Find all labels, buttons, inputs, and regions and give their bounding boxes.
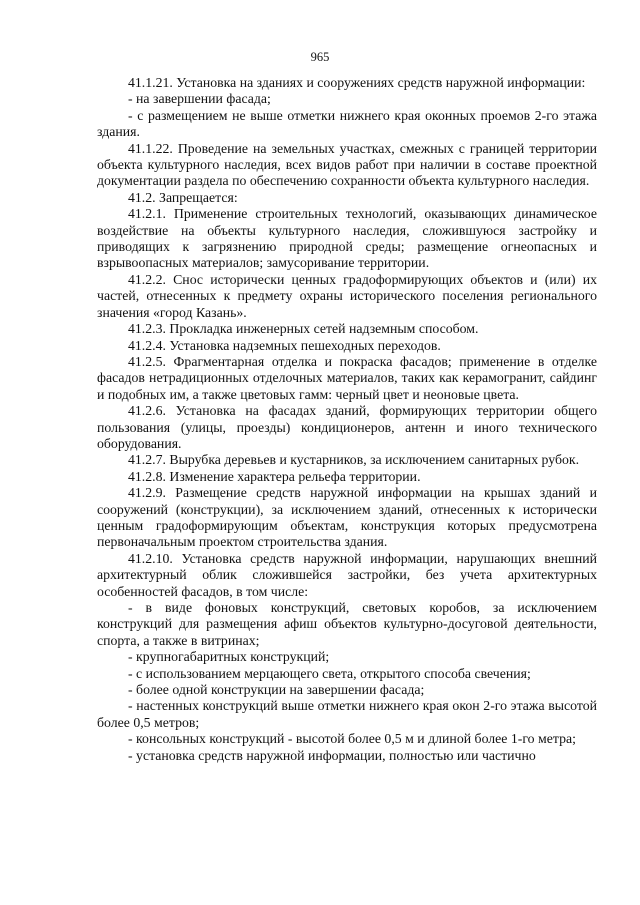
list-item-flickering-light: - с использованием мерцающего света, открытого способа свечения; bbox=[128, 665, 531, 681]
list-item-installation-partial: - установка средств наружной информации, полностью или частично bbox=[128, 747, 536, 763]
page-number: 965 bbox=[310, 50, 330, 64]
paragraph-41-2-2: 41.2.2. Снос исторически ценных градоформирующих объектов и (или) их частей, отнесенных к предмету охраны исторического поселения регионального значения «город Казань». bbox=[97, 271, 597, 320]
paragraph-41-1-22: 41.1.22. Проведение на земельных участках, смежных с границей территории объекта культурного наследия, всех видов работ при наличии в составе проектной документации раздела по обеспечению сохранности объекта культурного наследия. bbox=[97, 140, 597, 189]
paragraph-41-2-3: 41.2.3. Прокладка инженерных сетей надземным способом. bbox=[128, 321, 479, 337]
paragraph-41-2-1: 41.2.1. Применение строительных технологий, оказывающих динамическое воздействие на объекты культурного наследия, сложившуюся застройку и приводящих к загрязнению природной среды; размещение огнеопасных и взрывоопасных материалов; замусоривание территории. bbox=[97, 206, 597, 271]
document-body bbox=[97, 75, 597, 764]
paragraph-41-2-6: 41.2.6. Установка на фасадах зданий, формирующих территории общего пользования (улицы, проезды) кондиционеров, антенн и иного технического оборудования. bbox=[97, 403, 597, 451]
list-item-facade-top: - на завершении фасада; bbox=[128, 91, 271, 107]
paragraph-41-2-8: 41.2.8. Изменение характера рельефа территории. bbox=[128, 468, 421, 484]
paragraph-41-2-5: 41.2.5. Фрагментарная отделка и покраска фасадов; применение в отделке фасадов нетрадиционных отделочных материалов, таких как керамогранит, сайдинг и подобных им, а также цветовых гамм: черный цвет и неоновые цвета. bbox=[97, 353, 597, 402]
paragraph-41-2-7: 41.2.7. Вырубка деревьев и кустарников, за исключением санитарных рубок. bbox=[128, 452, 580, 468]
paragraph-41-2-10: 41.2.10. Установка средств наружной информации, нарушающих внешний архитектурный облик сложившейся застройки, без учета архитектурных особенностей фасадов, в том числе: bbox=[97, 550, 597, 599]
paragraph-41-1-21: 41.1.21. Установка на зданиях и сооружениях средств наружной информации: bbox=[128, 75, 586, 90]
paragraph-41-2-4: 41.2.4. Установка надземных пешеходных переходов. bbox=[128, 337, 441, 353]
paragraph-41-2: 41.2. Запрещается: bbox=[128, 189, 238, 205]
list-item-background-constructions: - в виде фоновых конструкций, световых коробов, за исключением конструкций для размещения афиш объектов культурно-досуговой деятельности, спорта, а также в витринах; bbox=[97, 600, 597, 648]
list-item-below-window-edge: - с размещением не выше отметки нижнего края оконных проемов 2-го этажа здания. bbox=[97, 107, 597, 140]
list-item-more-than-one-construction: - более одной конструкции на завершении фасада; bbox=[128, 682, 425, 698]
list-item-large-constructions: - крупногабаритных конструкций; bbox=[128, 649, 330, 665]
list-item-wall-constructions: - настенных конструкций выше отметки нижнего края окон 2-го этажа высотой более 0,5 метров; bbox=[97, 698, 597, 730]
list-item-console-constructions: - консольных конструкций - высотой более 0,5 м и длиной более 1-го метра; bbox=[128, 731, 576, 747]
paragraph-41-2-9: 41.2.9. Размещение средств наружной информации на крышах зданий и сооружений (конструкции), за исключением зданий, отнесенных к исторически ценным градоформирующим объектам, конструкция которых предусмотрена первоначальным проектом строительства здания. bbox=[97, 485, 597, 550]
